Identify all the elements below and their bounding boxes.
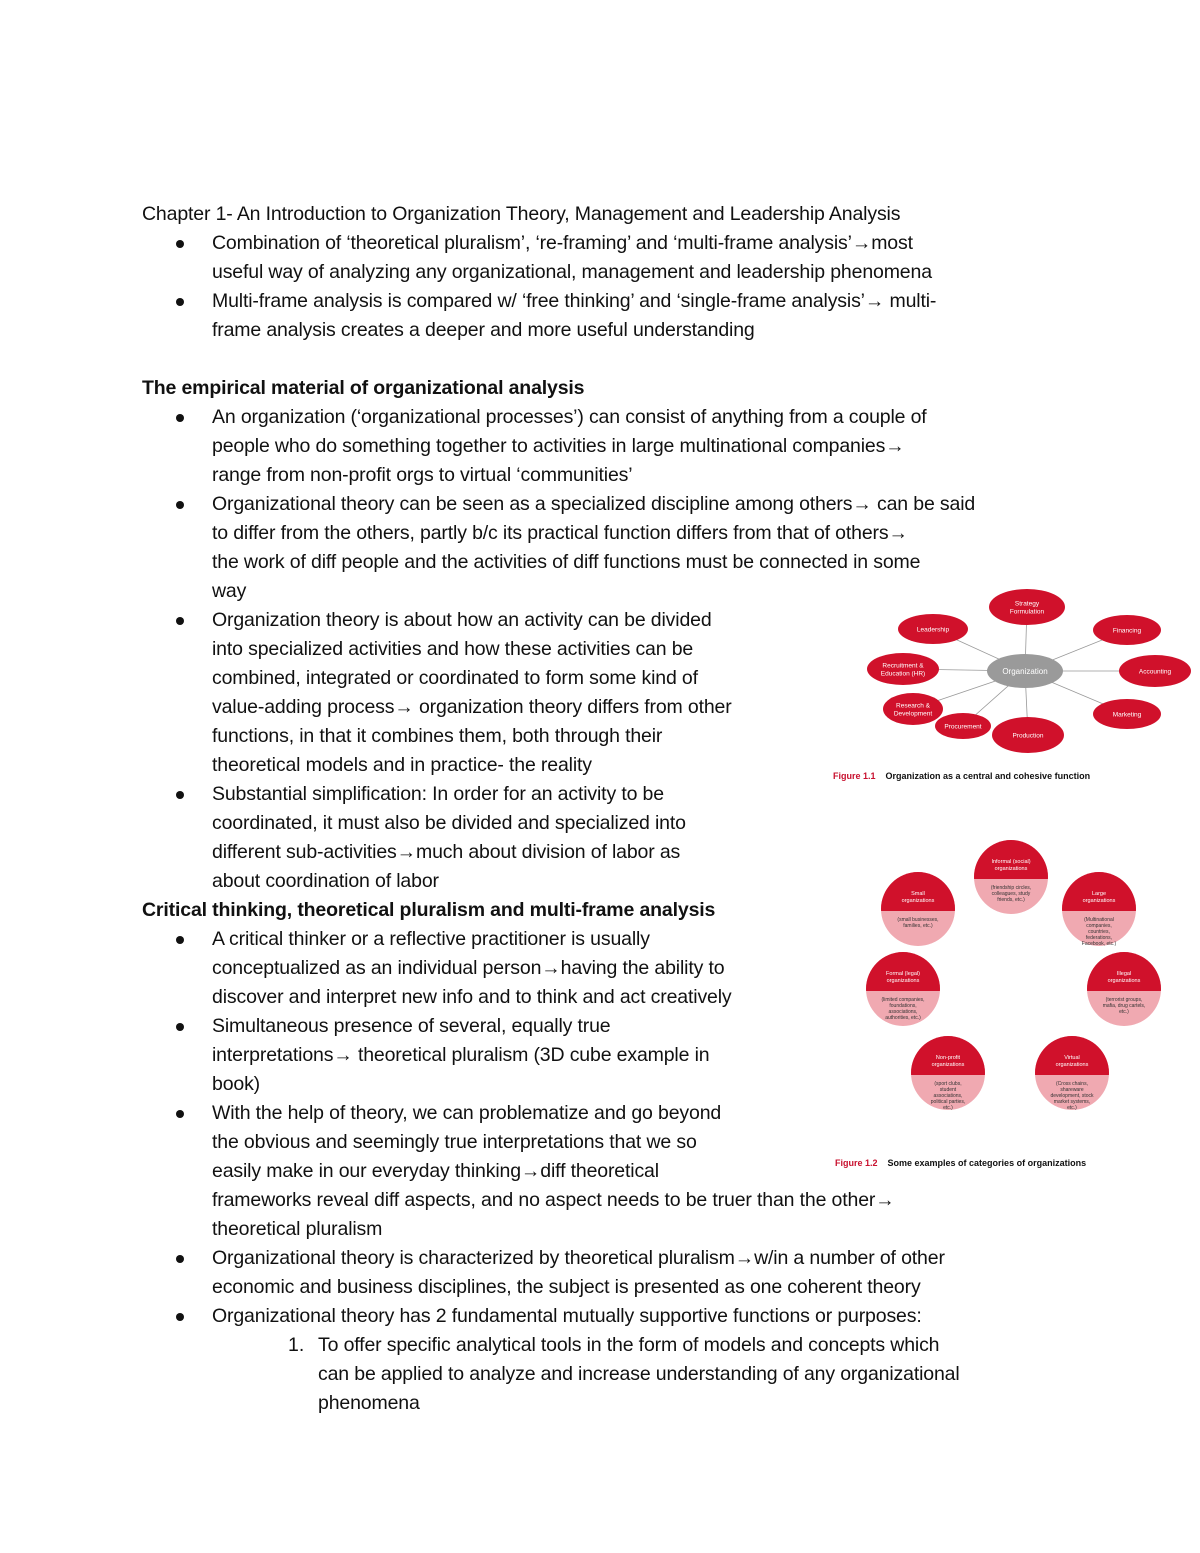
category-title: Informal (social) organizations — [991, 859, 1031, 872]
bullet-text-line: Substantial simplification: In order for an activity to be — [212, 783, 664, 805]
bullet-dot — [176, 414, 184, 422]
bullet-text-line: easily make in our everyday thinking→diff theoretical — [212, 1160, 659, 1182]
function-node-label: Strategy Formulation — [1009, 600, 1045, 616]
category-circle — [881, 872, 955, 946]
bullet-text-line: economic and business disciplines, the subject is presented as one coherent theory — [212, 1276, 921, 1298]
section-heading: The empirical material of organizational analysis — [142, 377, 585, 399]
category-circle — [866, 952, 940, 1026]
bullet-text-line: the work of diff people and the activities of diff functions must be connected in some — [212, 551, 921, 573]
figure-2-caption-text: Some examples of categories of organizations — [887, 1158, 1087, 1168]
bullet-text-line: coordinated, it must also be divided and specialized into — [212, 812, 686, 834]
bullet-text-line: An organization (‘organizational processes’) can consist of anything from a couple of — [212, 406, 927, 428]
organization-categories-diagram — [860, 833, 1170, 1153]
bullet-text-line: useful way of analyzing any organizational, management and leadership phenomena — [212, 261, 932, 283]
bullet-text-line: discover and interpret new info and to think and act creatively — [212, 986, 732, 1008]
bullet-text-line: A critical thinker or a reflective practitioner is usually — [212, 928, 650, 950]
figure-2-number: Figure 1.2 — [835, 1158, 878, 1168]
category-examples: (terrorist groups, mafia, drug cartels, etc.) — [1102, 997, 1146, 1015]
category-examples: (sport clubs, student associations, political parties, etc.) — [930, 1081, 966, 1111]
bullet-text-line: combined, integrated or coordinated to form some kind of — [212, 667, 698, 689]
bullet-text-line: Organizational theory is characterized by theoretical pluralism→w/in a number of other — [212, 1247, 945, 1269]
category-title: Virtual organizations — [1055, 1055, 1089, 1068]
bullet-text-line: the obvious and seemingly true interpretations that we so — [212, 1131, 697, 1153]
bullet-text-line: Combination of ‘theoretical pluralism’, ‘re-framing’ and ‘multi-frame analysis’→most — [212, 232, 913, 254]
function-node-label: Research & Development — [893, 702, 933, 718]
bullet-dot — [176, 298, 184, 306]
bullet-dot — [176, 936, 184, 944]
bullet-text-line: With the help of theory, we can problematize and go beyond — [212, 1102, 722, 1124]
bullet-dot — [176, 1110, 184, 1118]
category-circle — [911, 1036, 985, 1111]
function-node-label: Marketing — [1112, 711, 1142, 719]
bullet-text-line: into specialized activities and how these activities can be — [212, 638, 694, 660]
bullet-dot — [176, 501, 184, 509]
figure-1-caption — [833, 771, 1090, 781]
function-node-label: Production — [1012, 732, 1044, 740]
bullet-text-line: Simultaneous presence of several, equally true — [212, 1015, 611, 1037]
category-circle — [1035, 1036, 1109, 1111]
bullet-dot — [176, 617, 184, 625]
numbered-item-line: can be applied to analyze and increase understanding of any organizational — [318, 1363, 960, 1385]
list-number: 1. — [288, 1334, 305, 1356]
category-examples: (friendship circles, colleagues, study friends, etc.) — [990, 885, 1032, 903]
bullet-dot — [176, 1023, 184, 1031]
organization-functions-diagram — [865, 585, 1195, 760]
category-circle — [1062, 872, 1136, 947]
bullet-text-line: interpretations→ theoretical pluralism (3D cube example in — [212, 1044, 710, 1066]
bullet-text-line: functions, in that it combines them, both through their — [212, 725, 663, 747]
bullet-text-line: about coordination of labor — [212, 870, 439, 892]
bullet-text-line: range from non-profit orgs to virtual ‘communities’ — [212, 464, 633, 486]
figure-organization-categories — [860, 833, 1170, 1153]
category-title: Formal (legal) organizations — [886, 971, 920, 984]
section-heading: Critical thinking, theoretical pluralism and multi-frame analysis — [142, 899, 716, 921]
function-node-label: Financing — [1112, 627, 1142, 635]
chapter-title: Chapter 1- An Introduction to Organization Theory, Management and Leadership Analysis — [142, 203, 901, 225]
bullet-text-line: different sub-activities→much about division of labor as — [212, 841, 681, 863]
bullet-text-line: people who do something together to activities in large multinational companies→ — [212, 435, 905, 457]
category-examples: (Multinational companies, countries, federations, Facebook, etc.) — [1081, 917, 1117, 947]
bullet-dot — [176, 791, 184, 799]
center-node-label: Organization — [1002, 667, 1048, 676]
bullet-text-line: theoretical models and in practice- the reality — [212, 754, 592, 776]
bullet-text-line: Organizational theory has 2 fundamental mutually supportive functions or purposes: — [212, 1305, 922, 1327]
bullet-text-line: Organizational theory can be seen as a specialized discipline among others→ can be said — [212, 493, 976, 515]
category-title: Illegal organizations — [1107, 971, 1141, 984]
figure-1-caption-text: Organization as a central and cohesive function — [885, 771, 1091, 781]
bullet-dot — [176, 1255, 184, 1263]
bullet-text-line: frameworks reveal diff aspects, and no aspect needs to be truer than the other→ — [212, 1189, 895, 1211]
bullet-text-line: conceptualized as an individual person→having the ability to — [212, 957, 725, 979]
category-examples: (limited companies, foundations, associations, authorities, etc.) — [881, 997, 925, 1021]
category-circle — [1087, 952, 1161, 1026]
numbered-item-line: To offer specific analytical tools in the form of models and concepts which — [318, 1334, 940, 1356]
bullet-text-line: theoretical pluralism — [212, 1218, 383, 1240]
figure-2-caption — [835, 1158, 1086, 1168]
category-title: Large organizations — [1082, 891, 1116, 904]
category-examples: (small businesses, families, etc.) — [897, 917, 939, 929]
bullet-dot — [176, 240, 184, 248]
category-circle — [974, 840, 1048, 914]
function-node-label: Procurement — [944, 723, 982, 731]
function-node-label: Leadership — [916, 626, 950, 634]
function-node-label: Recruitment & Education (HR) — [880, 662, 926, 678]
function-node-label: Accounting — [1138, 668, 1172, 676]
bullet-text-line: to differ from the others, partly b/c its practical function differs from that of others→ — [212, 522, 908, 544]
numbered-item-line: phenomena — [318, 1392, 420, 1414]
bullet-text-line: frame analysis creates a deeper and more useful understanding — [212, 319, 755, 341]
bullet-dot — [176, 1313, 184, 1321]
bullet-text-line: Multi-frame analysis is compared w/ ‘free thinking’ and ‘single-frame analysis’→ multi- — [212, 290, 937, 312]
figure-1-number: Figure 1.1 — [833, 771, 876, 781]
category-examples: (Cross chains, shareware development, stock market systems, etc.) — [1050, 1081, 1094, 1111]
bullet-text-line: value-adding process→ organization theory differs from other — [212, 696, 732, 718]
bullet-text-line: way — [212, 580, 247, 602]
bullet-text-line: Organization theory is about how an activity can be divided — [212, 609, 712, 631]
category-title: Small organizations — [901, 891, 935, 904]
category-title: Non-profit organizations — [931, 1055, 965, 1068]
bullet-text-line: book) — [212, 1073, 261, 1095]
figure-organization-functions — [865, 585, 1195, 760]
